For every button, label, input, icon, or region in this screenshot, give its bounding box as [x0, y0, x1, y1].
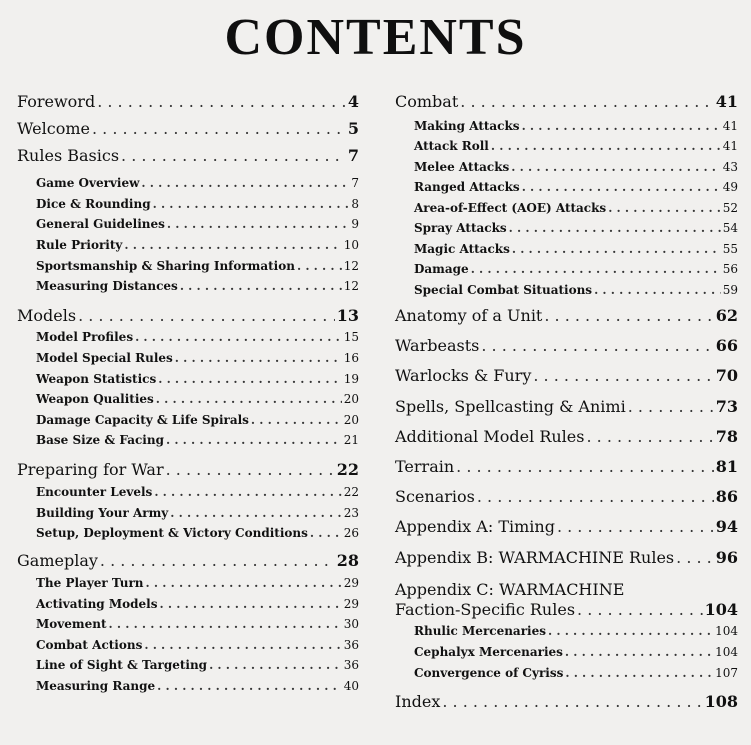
toc-page-number: 30: [343, 617, 359, 631]
toc-subentry: [395, 262, 738, 276]
toc-label: Line of Sight & Targeting: [36, 658, 208, 672]
toc-entry: [395, 517, 738, 536]
toc-subentry: [17, 679, 359, 693]
toc-entry: [395, 457, 738, 476]
toc-leader-dots: [442, 692, 702, 711]
toc-label: Warlocks & Fury: [395, 366, 532, 385]
toc-page-number: 10: [343, 238, 359, 252]
toc-label: Encounter Levels: [36, 485, 153, 499]
toc-label: Setup, Deployment & Victory Conditions: [36, 526, 308, 540]
toc-page-number: 108: [704, 692, 738, 711]
toc-entry: [395, 427, 738, 446]
toc-page-number: 29: [343, 576, 359, 590]
toc-label: Measuring Distances: [36, 279, 178, 293]
toc-label: Appendix C: WARMACHINE: [395, 580, 625, 599]
toc-label: General Guidelines: [36, 217, 165, 231]
toc-label: Making Attacks: [414, 119, 520, 133]
toc-page-number: 94: [715, 517, 738, 536]
toc-page-number: 26: [343, 526, 359, 540]
toc-page-number: 52: [722, 201, 738, 215]
toc-entry: [395, 306, 738, 325]
toc-page-number: 55: [722, 242, 738, 256]
toc-leader-dots: [522, 119, 721, 133]
toc-label: Models: [17, 306, 77, 325]
toc-leader-dots: [92, 119, 346, 138]
toc-page-number: 28: [336, 551, 359, 570]
toc-leader-dots: [533, 366, 713, 385]
toc-page-number: 54: [722, 221, 738, 235]
toc-label: Movement: [36, 617, 107, 631]
toc-leader-dots: [170, 506, 341, 520]
toc-label: Measuring Range: [36, 679, 156, 693]
toc-entry: [17, 460, 359, 479]
toc-page-number: 104: [704, 600, 738, 619]
toc-label: Weapon Qualities: [36, 392, 154, 406]
toc-entry: [395, 397, 738, 416]
toc-page-number: 41: [722, 139, 738, 153]
toc-label: Rule Priority: [36, 238, 123, 252]
toc-entry: [17, 146, 359, 165]
toc-leader-dots: [456, 457, 714, 476]
toc-leader-dots: [522, 180, 721, 194]
toc-leader-dots: [135, 330, 342, 344]
toc-subentry: [17, 485, 359, 499]
toc-page-number: 70: [715, 366, 738, 385]
toc-leader-dots: [297, 259, 342, 273]
toc-leader-dots: [577, 600, 703, 619]
toc-leader-dots: [491, 139, 721, 153]
toc-page-number: 107: [715, 666, 738, 680]
toc-subentry: [17, 372, 359, 386]
toc-label: Additional Model Rules: [395, 427, 585, 446]
toc-page-number: 96: [715, 548, 738, 567]
toc-page-number: 12: [343, 279, 359, 293]
toc-leader-dots: [153, 197, 350, 211]
toc-page-number: 20: [343, 392, 359, 406]
toc-subentry: [395, 666, 738, 680]
toc-leader-dots: [548, 624, 713, 638]
toc-label: Welcome: [17, 119, 90, 138]
toc-subentry: [17, 197, 359, 211]
toc-leader-dots: [209, 658, 342, 672]
toc-entry: [17, 306, 359, 325]
toc-label: Melee Attacks: [414, 160, 510, 174]
toc-subentry: [17, 392, 359, 406]
toc-label: Appendix B: WARMACHINE Rules: [395, 548, 675, 567]
toc-subentry: [17, 526, 359, 540]
toc-label: Model Profiles: [36, 330, 134, 344]
toc-page-number: 36: [343, 658, 359, 672]
toc-page-number: 7: [347, 146, 359, 165]
toc-leader-dots: [477, 487, 714, 506]
toc-leader-dots: [175, 351, 342, 365]
toc-label: Damage: [414, 262, 469, 276]
toc-subentry: [17, 238, 359, 252]
toc-subentry: [395, 160, 738, 174]
toc-leader-dots: [251, 413, 342, 427]
toc-entry: [395, 600, 738, 619]
toc-leader-dots: [676, 548, 714, 567]
toc-subentry: [395, 119, 738, 133]
toc-page-number: 41: [715, 92, 738, 111]
toc-subentry: [395, 624, 738, 638]
toc-entry: [395, 92, 738, 111]
toc-page-number: 43: [722, 160, 738, 174]
toc-label: Foreword: [17, 92, 96, 111]
toc-subentry: [17, 617, 359, 631]
toc-label: Magic Attacks: [414, 242, 510, 256]
toc-page-number: 56: [722, 262, 738, 276]
toc-entry: [17, 92, 359, 111]
toc-subentry: [17, 638, 359, 652]
toc-page-number: 13: [336, 306, 359, 325]
toc-page-number: 21: [343, 433, 359, 447]
toc-page-number: 29: [343, 597, 359, 611]
toc-page-number: 19: [343, 372, 359, 386]
toc-subentry: [395, 221, 738, 235]
toc-subentry: [395, 645, 738, 659]
toc-label: Activating Models: [36, 597, 158, 611]
toc-leader-dots: [586, 427, 713, 446]
toc-entry: [17, 551, 359, 570]
toc-label: Spray Attacks: [414, 221, 507, 235]
toc-page-number: 78: [715, 427, 738, 446]
toc-leader-dots: [146, 576, 342, 590]
toc-label: Gameplay: [17, 551, 98, 570]
toc-leader-dots: [158, 372, 342, 386]
toc-label: Scenarios: [395, 487, 475, 506]
toc-leader-dots: [509, 221, 721, 235]
toc-label: Sportsmanship & Sharing Information: [36, 259, 295, 273]
toc-subentry: [17, 330, 359, 344]
toc-label: Building Your Army: [36, 506, 169, 520]
toc-subentry: [17, 279, 359, 293]
toc-label: Game Overview: [36, 176, 140, 190]
toc-leader-dots: [511, 160, 720, 174]
toc-subentry: [17, 576, 359, 590]
toc-leader-dots: [78, 306, 335, 325]
toc-page-number: 23: [343, 506, 359, 520]
toc-page-number: 66: [715, 336, 738, 355]
toc-subentry: [17, 413, 359, 427]
toc-subentry: [17, 217, 359, 231]
toc-label: Cephalyx Mercenaries: [414, 645, 563, 659]
toc-page-number: 16: [343, 351, 359, 365]
toc-subentry: [17, 259, 359, 273]
toc-label: Attack Roll: [414, 139, 489, 153]
toc-leader-dots: [167, 217, 349, 231]
toc-subentry: [17, 176, 359, 190]
toc-leader-dots: [154, 485, 341, 499]
toc-subentry: [17, 658, 359, 672]
toc-label: Rhulic Mercenaries: [414, 624, 546, 638]
toc-page-number: 59: [722, 283, 738, 297]
toc-leader-dots: [121, 146, 346, 165]
toc-page-number: 40: [343, 679, 359, 693]
toc-page-number: 22: [336, 460, 359, 479]
toc-page-number: 12: [343, 259, 359, 273]
toc-page-number: 7: [351, 176, 359, 190]
toc-label: Model Special Rules: [36, 351, 173, 365]
toc-leader-dots: [544, 306, 713, 325]
toc-label: Dice & Rounding: [36, 197, 151, 211]
toc-leader-dots: [460, 92, 713, 111]
toc-label: Warbeasts: [395, 336, 480, 355]
toc-page-number: 81: [715, 457, 738, 476]
toc-leader-dots: [471, 262, 721, 276]
toc-leader-dots: [628, 397, 714, 416]
toc-label: Preparing for War: [17, 460, 164, 479]
toc-label: Rules Basics: [17, 146, 120, 165]
toc-page-number: 62: [715, 306, 738, 325]
toc-leader-dots: [565, 645, 713, 659]
toc-leader-dots: [144, 638, 341, 652]
toc-page-number: 73: [715, 397, 738, 416]
toc-leader-dots: [124, 238, 341, 252]
toc-label: Appendix A: Timing: [395, 517, 555, 536]
toc-leader-dots: [97, 92, 346, 111]
toc-leader-dots: [608, 201, 721, 215]
toc-leader-dots: [156, 392, 342, 406]
toc-label: Convergence of Cyriss: [414, 666, 564, 680]
toc-entry: [395, 580, 738, 599]
toc-entry: [395, 548, 738, 567]
toc-label: Combat Actions: [36, 638, 143, 652]
toc-leader-dots: [557, 517, 714, 536]
toc-leader-dots: [481, 336, 713, 355]
toc-subentry: [17, 433, 359, 447]
toc-label: Faction-Specific Rules: [395, 600, 576, 619]
toc-subentry: [17, 506, 359, 520]
toc-page-number: 4: [347, 92, 359, 111]
toc-subentry: [395, 180, 738, 194]
toc-label: Combat: [395, 92, 459, 111]
toc-label: Special Combat Situations: [414, 283, 593, 297]
toc-label: Damage Capacity & Life Spirals: [36, 413, 249, 427]
toc-leader-dots: [310, 526, 342, 540]
toc-page-number: 36: [343, 638, 359, 652]
toc-leader-dots: [157, 679, 342, 693]
toc-label: Ranged Attacks: [414, 180, 520, 194]
toc-subentry: [395, 139, 738, 153]
toc-entry: [395, 692, 738, 711]
toc-label: Index: [395, 692, 441, 711]
toc-leader-dots: [166, 460, 335, 479]
page-title: CONTENTS: [224, 9, 527, 66]
toc-page-number: 104: [715, 645, 738, 659]
toc-entry: [395, 487, 738, 506]
toc-page-number: 41: [722, 119, 738, 133]
toc-label: Spells, Spellcasting & Animi: [395, 397, 626, 416]
toc-page-number: 9: [351, 217, 359, 231]
toc-leader-dots: [109, 617, 342, 631]
toc-subentry: [395, 201, 738, 215]
toc-leader-dots: [141, 176, 349, 190]
toc-entry: [395, 366, 738, 385]
toc-label: Anatomy of a Unit: [395, 306, 543, 325]
toc-leader-dots: [594, 283, 721, 297]
toc-subentry: [395, 283, 738, 297]
toc-label: Weapon Statistics: [36, 372, 157, 386]
toc-leader-dots: [565, 666, 713, 680]
toc-leader-dots: [180, 279, 342, 293]
toc-subentry: [17, 351, 359, 365]
toc-page-number: 20: [343, 413, 359, 427]
toc-page-number: 104: [715, 624, 738, 638]
toc-page-number: 86: [715, 487, 738, 506]
toc-subentry: [17, 597, 359, 611]
toc-page-number: 5: [347, 119, 359, 138]
toc-page-number: 22: [343, 485, 359, 499]
toc-page-number: 15: [343, 330, 359, 344]
toc-leader-dots: [512, 242, 721, 256]
toc-leader-dots: [166, 433, 342, 447]
toc-leader-dots: [100, 551, 335, 570]
toc-entry: [17, 119, 359, 138]
toc-entry: [395, 336, 738, 355]
toc-page-number: 49: [722, 180, 738, 194]
toc-subentry: [395, 242, 738, 256]
toc-label: Terrain: [395, 457, 455, 476]
toc-label: Base Size & Facing: [36, 433, 164, 447]
toc-leader-dots: [160, 597, 342, 611]
toc-label: The Player Turn: [36, 576, 144, 590]
toc-label: Area-of-Effect (AOE) Attacks: [414, 201, 607, 215]
toc-page-number: 8: [351, 197, 359, 211]
